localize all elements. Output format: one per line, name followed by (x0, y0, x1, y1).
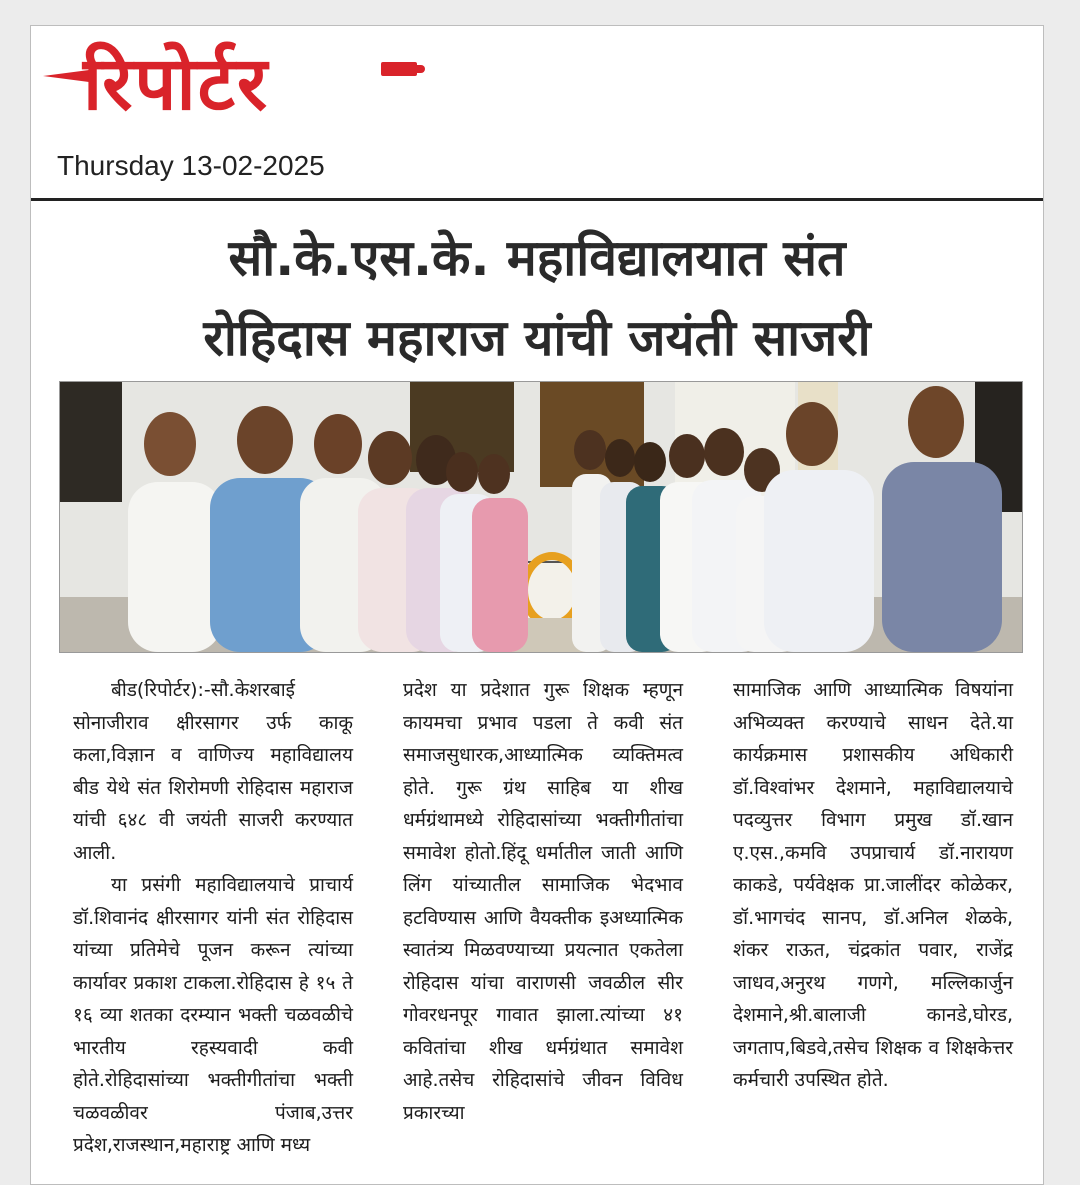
article-column-2 (403, 674, 683, 1129)
pen-body-icon (381, 62, 417, 76)
column-1-paragraph-2: या प्रसंगी महाविद्यालयाचे प्राचार्य डॉ.शिवानंद क्षीरसागर यांनी संत रोहिदास यांच्या प्रतिमेचे पूजन करून त्यांच्या कार्यावर प्रकाश टाकला.रोहिदास हे १५ ते १६ व्या शतका दरम्यान भक्ती चळवळीचे भारतीय रहस्यवादी कवी होते.रोहिदासांच्या भक्तीगीतांचा भक्ती चळवळीवर पंजाब,उत्तर प्रदेश,राजस्थान,महाराष्ट्र आणि मध्य (73, 874, 353, 1156)
headline-line-1: सौ.के.एस.के. महाविद्यालयात संत (228, 229, 846, 287)
headline-line-2: रोहिदास महाराज यांची जयंती साजरी (203, 309, 871, 367)
article-body (73, 674, 1027, 1164)
event-photo (59, 381, 1023, 653)
pen-cap-icon (415, 65, 425, 73)
newspaper-logo (43, 36, 423, 136)
column-2-paragraph: प्रदेश या प्रदेशात गुरू शिक्षक म्हणून कायमचा प्रभाव पडला ते कवी संत समाजसुधारक,आध्यात्मिक व्यक्तिमत्व होते. गुरू ग्रंथ साहिब या शीख धर्मग्रंथामध्ये रोहिदासांच्या भक्तीगीतांचा समावेश होतो.हिंदू धर्मातील जाती आणि लिंग यांच्यातील सामाजिक भेदभाव हटविण्यास आणि वैयक्तीक इअध्यात्मिक स्वातंत्र्य मिळवण्याच्या प्रयत्नात एकतेला रोहिदास यांचा वाराणसी जवळील सीर गोवरधनपूर गावात झाला.त्यांच्या ४१ कवितांचा शीख धर्मग्रंथात समावेश आहे.तसेच रोहिदासांचे जीवन विविध प्रकारच्या (403, 679, 683, 1124)
newspaper-clipping (30, 25, 1044, 1185)
column-3-paragraph: सामाजिक आणि आध्यात्मिक विषयांना अभिव्यक्त करण्याचे साधन देते.या कार्यक्रमास प्रशासकीय अधिकारी डॉ.विश्वांभर देशमाने, महाविद्यालयाचे पदव्युत्तर विभाग प्रमुख डॉ.खान ए.एस.,कमवि उपप्राचार्य डॉ.नारायण काकडे, पर्यवेक्षक प्रा.जालींदर कोळेकर, डॉ.भागचंद सानप, डॉ.अनिल शेळके, शंकर राऊत, चंद्रकांत पवार, राजेंद्र जाधव,अनुरथ गणगे, मल्लिकार्जुन देशमाने,श्री.बालाजी कानडे,घोरड, जगताप,बिडवे,तसेच शिक्षक व शिक्षकेत्तर कर्मचारी उपस्थित होते. (733, 679, 1013, 1091)
masthead-divider (31, 198, 1043, 201)
event-photo-illustration (60, 382, 1022, 652)
column-1-paragraph-1: बीड(रिपोर्टर):-सौ.केशरबाई सोनाजीराव क्षीरसागर उर्फ काकू कला,विज्ञान व वाणिज्य महाविद्यालय बीड येथे संत शिरोमणी रोहिदास महाराज यांची ६४८ वी जयंती साजरी करण्यात आली. (73, 679, 353, 864)
logo-text: रिपोर्टर (83, 41, 270, 127)
issue-date: Thursday 13-02-2025 (57, 150, 325, 181)
article-column-1 (73, 674, 353, 1162)
article-headline (31, 218, 1043, 378)
article-column-3 (733, 674, 1013, 1097)
masthead (31, 26, 1043, 198)
